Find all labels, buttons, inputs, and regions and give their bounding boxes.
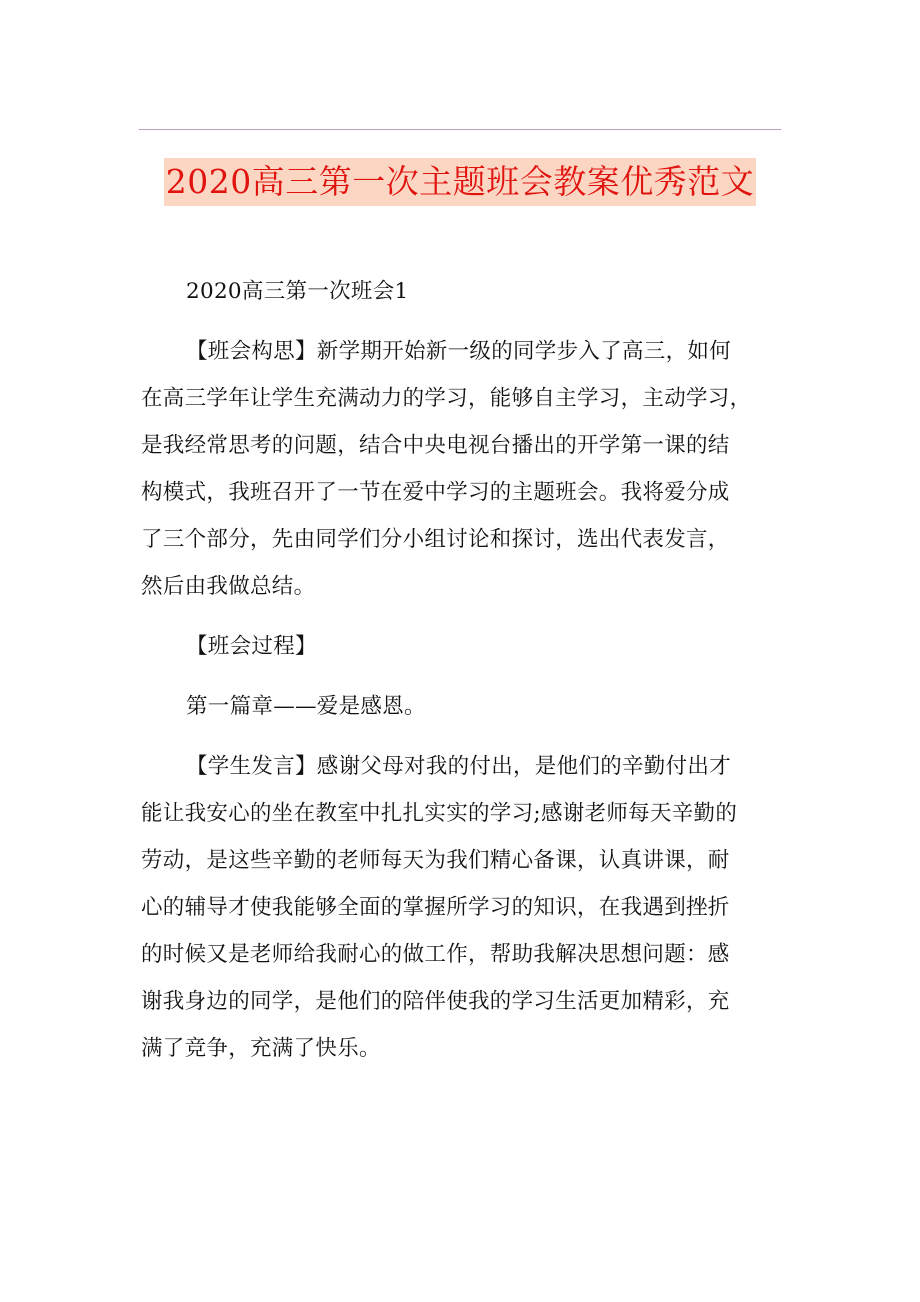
paragraph-student-speech	[141, 743, 781, 1072]
chapter-one-heading: 第一篇章——爱是感恩。	[186, 694, 426, 719]
speech-line-4: 心的辅导才使我能够全面的掌握所学习的知识，在我遇到挫折	[141, 895, 730, 920]
concept-line-3: 是我经常思考的问题，结合中央电视台播出的开学第一课的结	[141, 433, 730, 458]
paragraph-concept	[141, 328, 781, 610]
concept-line-6: 然后由我做总结。	[141, 574, 316, 599]
process-label: 【班会过程】	[186, 634, 317, 659]
title-container	[0, 158, 920, 206]
document-body	[141, 268, 781, 1072]
concept-line-5: 了三个部分，先由同学们分小组讨论和探讨，选出代表发言，	[141, 527, 730, 552]
document-title: 2020高三第一次主题班会教案优秀范文	[164, 158, 756, 206]
speech-line-1: 【学生发言】感谢父母对我的付出，是他们的辛勤付出才	[186, 754, 732, 779]
speech-line-2: 能让我安心的坐在教室中扎扎实实的学习;感谢老师每天辛勤的	[141, 801, 738, 826]
header-rule	[139, 129, 781, 130]
concept-line-2: 在高三学年让学生充满动力的学习，能够自主学习，主动学习，	[141, 386, 752, 411]
speech-line-7: 满了竞争，充满了快乐。	[141, 1036, 381, 1061]
section-heading: 2020高三第一次班会1	[186, 279, 409, 304]
concept-line-1: 【班会构思】新学期开始新一级的同学步入了高三，如何	[186, 339, 732, 364]
speech-line-6: 谢我身边的同学，是他们的陪伴使我的学习生活更加精彩，充	[141, 989, 730, 1014]
speech-line-3: 劳动，是这些辛勤的老师每天为我们精心备课，认真讲课，耐	[141, 848, 730, 873]
speech-line-5: 的时候又是老师给我耐心的做工作，帮助我解决思想问题：感	[141, 942, 730, 967]
concept-line-4: 构模式，我班召开了一节在爱中学习的主题班会。我将爱分成	[141, 480, 730, 505]
